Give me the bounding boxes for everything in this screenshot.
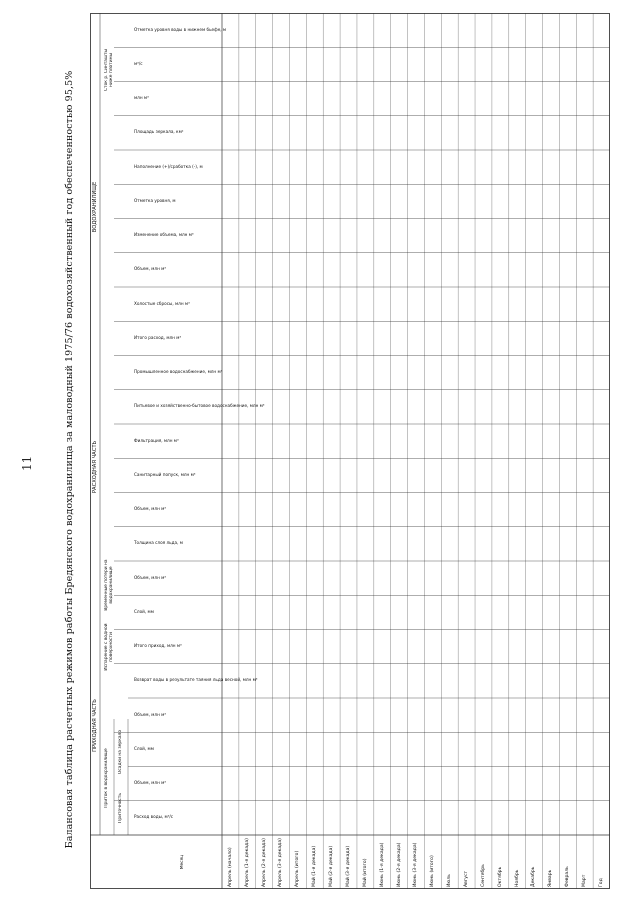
column-header: Итого расход, млн м³	[134, 334, 182, 340]
row-label: Май (3-я декада)	[345, 845, 351, 887]
column-header: Толщина слоя льда, м	[134, 540, 183, 546]
precip-subheader: Осадки на зеркало	[118, 729, 123, 775]
column-header: Наполнение (+)/сработка (-), м	[134, 163, 203, 169]
row-label: Апрель (3-я декада)	[278, 838, 284, 887]
column-header: м³/с	[134, 60, 143, 66]
column-header: Итого приход, млн м³	[134, 643, 182, 649]
row-label: Апрель (начало)	[227, 847, 233, 887]
column-header: Объем, млн м³	[134, 574, 166, 580]
column-header: Площадь зеркала, км²	[134, 129, 184, 135]
column-header: Питьевое и хозяйственно-бытовое водоснабжение, млн м³	[134, 403, 265, 409]
income-subheader: Приток в водохранилище	[104, 748, 109, 808]
row-label: Январь	[548, 869, 554, 887]
income-group-header: ПРИХОДНАЯ ЧАСТЬ	[92, 699, 98, 752]
row-label: Декабрь	[531, 866, 537, 887]
row-label: Сентябрь	[480, 864, 486, 887]
row-label: Май (2-я декада)	[329, 845, 335, 887]
row-label: Апрель (2-я декада)	[261, 838, 267, 887]
column-header: Санитарный попуск, млн м³	[134, 471, 196, 477]
column-header: Слой, мм	[134, 608, 154, 614]
column-header: Отметка уровня воды в нижнем бьефе, м	[134, 26, 227, 32]
row-label: Май (1-я декада)	[312, 845, 318, 887]
row-label: Май (итого)	[362, 858, 368, 887]
column-header: Холостые сбросы, млн м³	[134, 300, 190, 306]
column-header: Объем, млн м³	[134, 266, 166, 272]
column-header: Объем, млн м³	[134, 506, 166, 512]
inflow-subheader: Приточность	[118, 793, 123, 823]
column-header: Слой, мм	[134, 745, 154, 751]
row-label: Апрель (1-я декада)	[244, 838, 250, 887]
column-header: Объем, млн м³	[134, 711, 166, 717]
table-border	[91, 14, 610, 889]
column-header: Возврат воды в результате таяния льда весной, млн м³	[134, 677, 258, 683]
column-header: Расход воды, м³/с	[134, 814, 174, 820]
balance-table	[90, 13, 610, 889]
row-label: Апрель (итого)	[295, 850, 301, 887]
row-label: Июль	[447, 874, 453, 887]
page-number: 11	[20, 455, 34, 471]
column-header: Промышленное водоснабжение, млн м³	[134, 369, 223, 375]
table-grid	[90, 13, 610, 889]
row-label: Ноябрь	[514, 869, 520, 887]
spill-subheader: Сток р. Синташты ниже плотины	[104, 49, 114, 92]
column-header: Отметка уровня, м	[134, 197, 176, 203]
document-title: Балансовая таблица расчетных режимов работы Бредянского водохранилища за маловодный 1975/76 водохозяйственный год обеспеченностью 95,5%	[64, 70, 75, 849]
column-header: Объем, млн м³	[134, 780, 166, 786]
row-label: Февраль	[565, 866, 571, 887]
month-header: Месяц	[180, 854, 185, 870]
row-label: Июнь (3-я декада)	[413, 842, 419, 887]
row-label: Июнь (итого)	[430, 855, 436, 887]
reservoir-group-header: ВОДОХРАНИЛИЩЕ	[92, 181, 98, 233]
column-header: Фильтрация, млн м³	[134, 437, 179, 443]
row-label: Август	[464, 870, 469, 887]
column-header: Изменение объема, млн м³	[134, 232, 194, 238]
expense-group-header: РАСХОДНАЯ ЧАСТЬ	[92, 440, 98, 494]
row-label: Март	[582, 874, 588, 887]
column-header: млн м³	[134, 95, 149, 101]
evap-subheader: Испарение с водной поверхности	[104, 623, 114, 671]
losses-subheader: Временные потери на водохранилище	[104, 559, 114, 611]
row-label: Июнь (1-я декада)	[379, 842, 385, 887]
row-label: Год	[598, 878, 604, 887]
row-label: Июнь (2-я декада)	[396, 842, 402, 887]
row-label: Октябрь	[497, 866, 503, 887]
